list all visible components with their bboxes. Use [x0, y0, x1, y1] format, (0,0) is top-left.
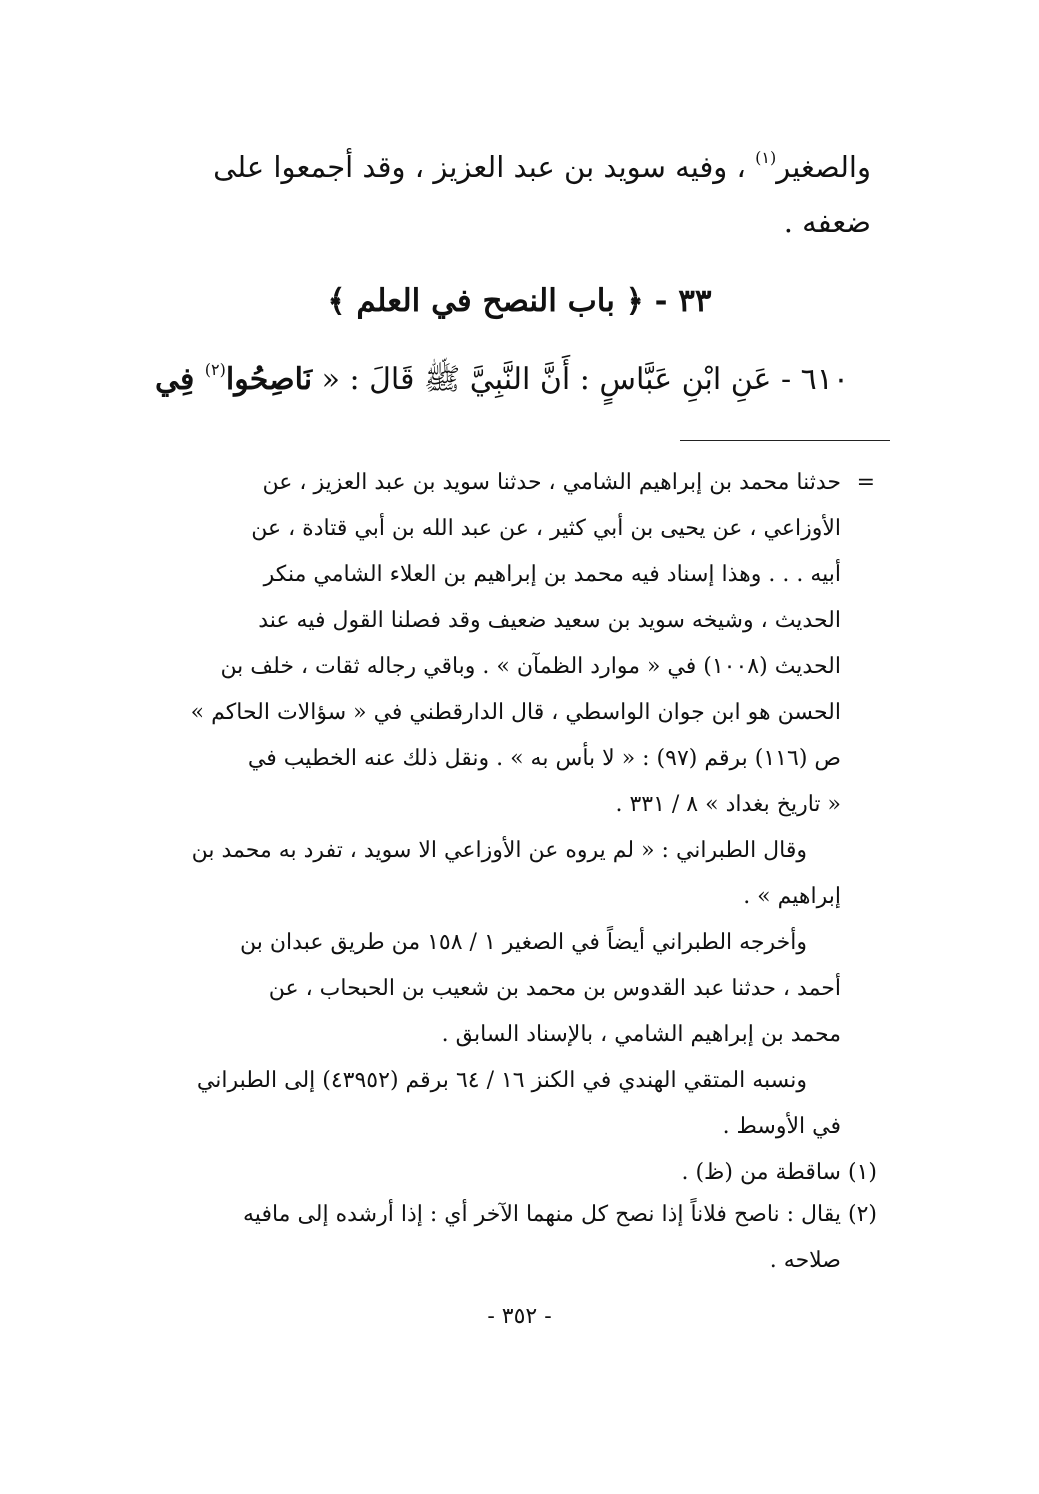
hadith-last-word: فِي: [155, 362, 205, 397]
footnote-2: (٢) يقال : ناصح فلاناً إذا نصح كل منهما الآخر أي : إذا أرشده إلى مافيه: [243, 1202, 877, 1227]
intro-text-end: ، وفيه سويد بن عبد العزيز ، وقد أجمعوا على: [213, 150, 756, 184]
footnote-line: الأوزاعي ، عن يحيى بن أبي كثير ، عن عبد الله بن أبي قتادة ، عن: [251, 516, 841, 541]
footnote-separator: [680, 440, 890, 441]
footnote-2-continued: صلاحه .: [769, 1248, 841, 1273]
footnote-line: إبراهيم » .: [743, 884, 841, 909]
section-heading: ٣٣ - ﴿ باب النصح في العلم ﴾: [327, 283, 712, 319]
footnote-line: وأخرجه الطبراني أيضاً في الصغير ١ / ١٥٨ من طريق عبدان بن: [240, 930, 807, 955]
footnote-line: « تاريخ بغداد » ٨ / ٣٣١ .: [615, 792, 841, 817]
hadith-text: ٦١٠ - عَنِ ابْنِ عَبَّاسٍ : أَنَّ النَّبِيَّ ﷺ قَالَ : «: [312, 362, 849, 397]
footnote-line: حدثنا محمد بن إبراهيم الشامي ، حدثنا سويد بن عبد العزيز ، عن: [262, 470, 841, 495]
continuation-marker: =: [856, 470, 875, 495]
footnote-line: ص (١١٦) برقم (٩٧) : « لا بأس به » . ونقل ذلك عنه الخطيب في: [247, 746, 841, 771]
hadith-line: [155, 362, 849, 395]
intro-text-start: والصغير: [776, 150, 871, 184]
page-number: - ٣٥٢ -: [487, 1304, 552, 1329]
footnote-line: الحديث ، وشيخه سويد بن سعيد ضعيف وقد فصلنا القول فيه عند: [258, 608, 841, 633]
intro-line-1: [213, 150, 871, 182]
hadith-bold-word: نَاصِحُوا: [225, 362, 313, 397]
footnote-line: محمد بن إبراهيم الشامي ، بالإسناد السابق .: [441, 1022, 841, 1047]
footnote-line: في الأوسط .: [722, 1114, 841, 1139]
footnote-line: الحسن هو ابن جوان الواسطي ، قال الدارقطني في « سؤالات الحاكم »: [190, 700, 841, 725]
footnote-line: وقال الطبراني : « لم يروه عن الأوزاعي الا سويد ، تفرد به محمد بن: [191, 838, 807, 863]
footnote-1: (١) ساقطة من (ظ) .: [681, 1160, 877, 1185]
footnote-ref-1: (١): [755, 148, 777, 167]
intro-line-2: ضعفه .: [783, 205, 871, 239]
footnote-line: الحديث (١٠٠٨) في « موارد الظمآن » . وباقي رجاله ثقات ، خلف بن: [220, 654, 841, 679]
footnote-line: أحمد ، حدثنا عبد القدوس بن محمد بن شعيب بن الحبحاب ، عن: [268, 976, 841, 1001]
footnote-ref-2: (٢): [204, 360, 226, 379]
footnote-line: أبيه . . . وهذا إسناد فيه محمد بن إبراهيم بن العلاء الشامي منكر: [263, 562, 841, 587]
footnote-line: ونسبه المتقي الهندي في الكنز ١٦ / ٦٤ برقم (٤٣٩٥٢) إلى الطبراني: [196, 1068, 807, 1093]
